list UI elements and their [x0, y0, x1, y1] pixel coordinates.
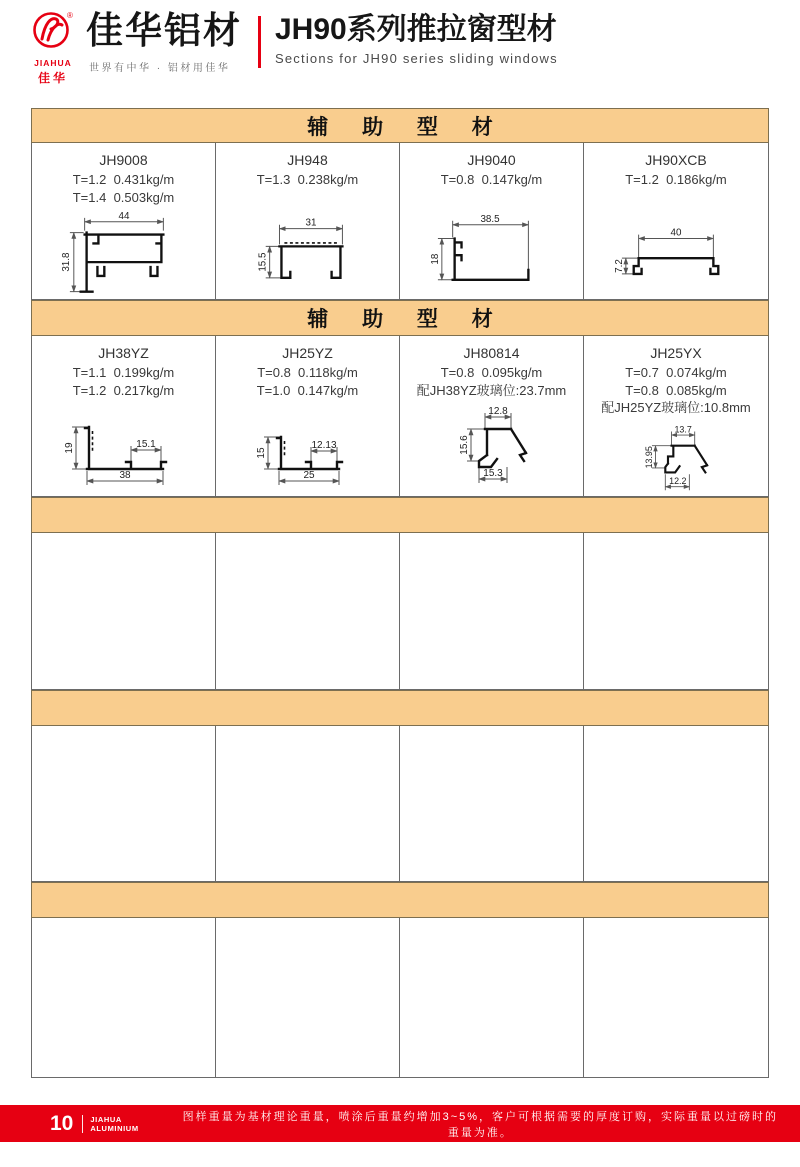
profile-spec: T=0.8 0.085kg/m [625, 382, 727, 398]
dim-label: 13.95 [643, 446, 654, 469]
profile-row-1 [31, 143, 769, 300]
logo-brand-en: JIAHUA [34, 58, 72, 68]
jiahua-logo-icon [31, 10, 75, 52]
profile-name: JH25YZ [282, 345, 333, 361]
dim-label: 25 [302, 470, 315, 482]
profile-name: JH948 [287, 152, 328, 168]
section-header-4 [31, 690, 769, 726]
page-subtitle: Sections for JH90 series sliding windows [275, 51, 558, 66]
profile-spec: T=0.7 0.074kg/m [625, 364, 727, 380]
empty-profile-cell [400, 533, 584, 689]
dim-label: 40 [670, 227, 682, 239]
footer-brand-line1: JIAHUA [90, 1114, 122, 1124]
profile-row-3 [31, 533, 769, 690]
profile-spec: T=1.2 0.186kg/m [625, 171, 727, 187]
profile-drawing-jh38yz [39, 401, 209, 493]
registered-mark: ® [67, 11, 73, 20]
profile-spec: 配JH38YZ玻璃位:23.7mm [416, 382, 567, 398]
dim-label: 31 [304, 217, 316, 229]
profile-row-2 [31, 336, 769, 497]
dim-label: 15.1 [135, 439, 156, 451]
profile-drawing-jh948 [223, 209, 393, 299]
company-tagline: 世界有中华 · 铝材用佳华 [89, 62, 231, 74]
page-number: 10 [50, 1111, 74, 1135]
profile-spec: T=0.8 0.095kg/m [440, 364, 543, 380]
profile-row-5 [31, 918, 769, 1078]
profile-spec: T=1.4 0.503kg/m [72, 189, 175, 205]
profile-drawing-jh80814 [407, 401, 577, 493]
profile-catalog [31, 108, 769, 1078]
profile-spec: T=0.8 0.118kg/m [257, 364, 358, 380]
empty-profile-cell [216, 533, 400, 689]
dim-label: 19 [63, 442, 75, 455]
dim-label: 15 [255, 447, 267, 460]
dim-label: 15.5 [257, 252, 269, 272]
profile-name: JH90XCB [645, 152, 707, 168]
empty-profile-cell [584, 918, 768, 1077]
dim-label: 12.8 [487, 406, 508, 418]
section-title: 辅 助 型 材 [307, 308, 507, 331]
dim-label: 31.8 [60, 253, 72, 273]
empty-profile-cell [32, 918, 216, 1077]
dim-label: 38.5 [479, 213, 500, 225]
section-title: 辅 助 型 材 [307, 115, 507, 139]
profile-drawing-jh25yx [591, 419, 761, 496]
profile-cell-jh948 [216, 143, 400, 299]
profile-name: JH9008 [99, 152, 148, 168]
dim-label: 7.2 [613, 258, 625, 273]
profile-cell-jh9040 [400, 143, 584, 299]
dim-label: 12.2 [669, 476, 687, 487]
profile-name: JH80814 [463, 345, 520, 361]
profile-spec: T=1.1 0.199kg/m [72, 364, 175, 380]
empty-profile-cell [32, 533, 216, 689]
empty-profile-cell [216, 918, 400, 1077]
footer-brand [90, 1115, 138, 1133]
profile-cell-jh38yz [32, 336, 216, 496]
company-logo [30, 10, 76, 86]
logo-brand-cn: 佳华 [37, 71, 68, 85]
empty-profile-cell [400, 918, 584, 1077]
profile-spec: T=0.8 0.147kg/m [440, 171, 543, 187]
section-header-2 [31, 300, 769, 336]
dim-label: 18 [429, 253, 441, 265]
page-footer [0, 1105, 800, 1142]
empty-profile-cell [584, 533, 768, 689]
empty-profile-cell [584, 726, 768, 881]
empty-profile-cell [216, 726, 400, 881]
profile-name: JH9040 [467, 152, 516, 168]
footer-divider [82, 1115, 83, 1133]
profile-cell-jh9008 [32, 143, 216, 299]
dim-label: 15.3 [482, 468, 503, 480]
profile-cell-jh80814 [400, 336, 584, 496]
page-title: JH90系列推拉窗型材 [275, 13, 557, 46]
header-divider [258, 16, 261, 68]
empty-profile-cell [400, 726, 584, 881]
dim-label: 15.6 [458, 435, 470, 456]
profile-spec: T=1.2 0.431kg/m [72, 171, 175, 187]
section-header-5 [31, 882, 769, 918]
empty-profile-cell [32, 726, 216, 881]
profile-drawing-jh25yz [223, 401, 393, 493]
company-name: 佳华铝材 [86, 10, 242, 51]
profile-drawing-jh90xcb [591, 209, 761, 299]
profile-cell-jh25yx [584, 336, 768, 496]
profile-row-4 [31, 726, 769, 882]
dim-label: 44 [118, 211, 129, 223]
profile-spec: T=1.3 0.238kg/m [256, 171, 359, 187]
page-header [30, 10, 772, 85]
profile-cell-jh90xcb [584, 143, 768, 299]
profile-spec: T=1.2 0.217kg/m [72, 382, 175, 398]
footer-note: 图样重量为基材理论重量，喷涂后重量约增加3~5%，客户可根据需要的厚度订购，实际重量以过磅时的重量为准。 [182, 1110, 779, 1139]
profile-drawing-jh9008 [39, 208, 209, 299]
profile-name: JH38YZ [98, 345, 149, 361]
section-header-1 [31, 108, 769, 143]
profile-spec: T=1.0 0.147kg/m [256, 382, 359, 398]
dim-label: 38 [118, 470, 131, 482]
profile-cell-jh25yz [216, 336, 400, 496]
profile-name: JH25YX [650, 345, 702, 361]
profile-spec: 配JH25YZ玻璃位:10.8mm [601, 400, 751, 416]
dim-label: 12.13 [310, 440, 337, 452]
profile-drawing-jh9040 [407, 209, 577, 299]
section-header-3 [31, 497, 769, 533]
dim-label: 13.7 [674, 424, 692, 435]
footer-brand-line2: ALUMINIUM [90, 1123, 139, 1133]
